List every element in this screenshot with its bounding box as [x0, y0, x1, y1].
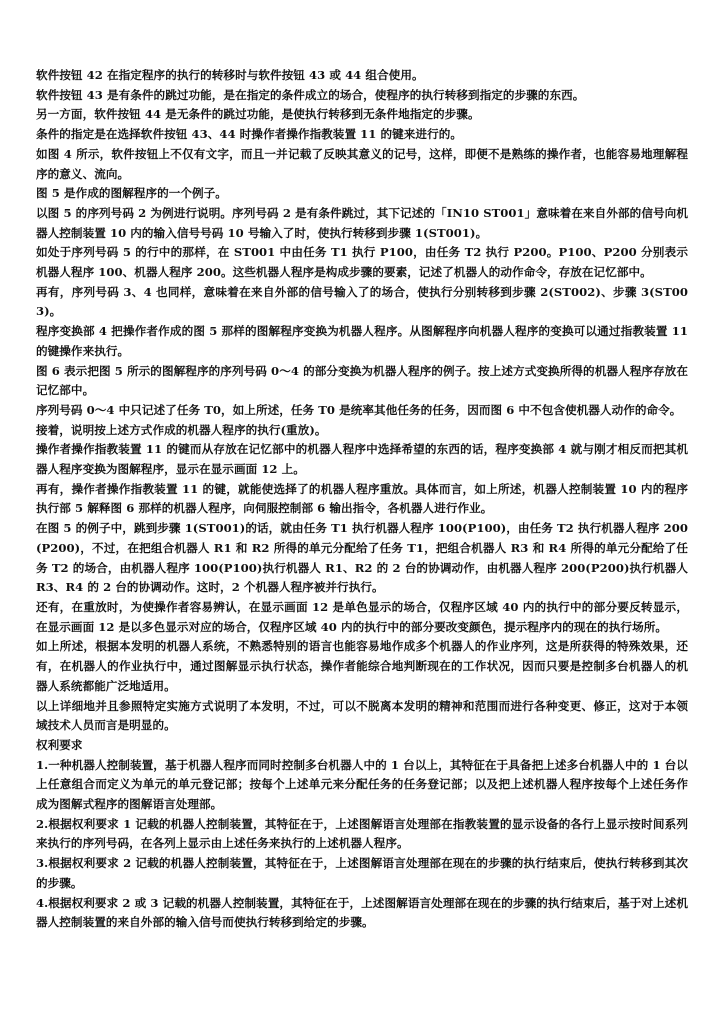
claims-heading: 权利要求 — [36, 737, 83, 752]
paragraph: 图 6 表示把图 5 所示的图解程序的序列号码 0～4 的部分变换为机器人程序的例子。按上述方式变换所得的机器人程序存放在记忆部中。 — [36, 363, 688, 398]
paragraph: 软件按钮 43 是有条件的跳过功能，是在指定的条件成立的场合，使程序的执行转移到指定的步骤的东西。 — [36, 87, 585, 102]
paragraph: 在图 5 的例子中，跳到步骤 1(ST001)的话，就由任务 T1 执行机器人程序 100(P100)，由任务 T2 执行机器人程序 200(P200)，不过，在把组合机器人 R1 和 R2 所得的单元分配给了任务 T1，把组合机器人 R3 和 R4 所得的单元分配给了任务 T2 的场合，由机器人程序 100(P100)执行机器人 R1、R2 的 2 台的协调动作，由机器人程序 200(P200)执行机器人 R3、R4 的 2 台的协调动作。这时，2 个机器人程序被并行执行。 — [36, 521, 688, 595]
paragraph: 以图 5 的序列号码 2 为例进行说明。序列号码 2 是有条件跳过，其下记述的「IN10 ST001」意味着在来自外部的信号向机器人控制装置 10 内的输入信号号码 10 号输入了时，使执行转移到步骤 1(ST001)。 — [36, 205, 688, 240]
paragraph: 软件按钮 42 在指定程序的执行的转移时与软件按钮 43 或 44 组合使用。 — [36, 68, 424, 82]
claim-3: 3.根据权利要求 2 记载的机器人控制装置，其特征在于，上述图解语言处理部在现在的步骤的执行结束后，使执行转移到其次的步骤。 — [36, 856, 688, 890]
claim-4: 4.根据权利要求 2 或 3 记载的机器人控制装置，其特征在于，上述图解语言处理部在现在的步骤的执行结束后，基于对上述机器人控制装置的来自外部的输入信号而使执行转移到给定的步骤。 — [36, 895, 688, 930]
claim-2: 2.根据权利要求 1 记载的机器人控制装置，其特征在于，上述图解语言处理部在指教装置的显示设备的各行上显示按时间系列来执行的序列号码，在各列上显示由上述任务来执行的上述机器人程序。 — [36, 816, 688, 851]
paragraph: 再有，序列号码 3、4 也同样，意味着在来自外部的信号输入了的场合，使执行分别转移到步骤 2(ST002)、步骤 3(ST003)。 — [36, 284, 688, 319]
paragraph: 条件的指定是在选择软件按钮 43、44 时操作者操作指教装置 11 的键来进行的。 — [36, 127, 463, 142]
claim-1: 1.一种机器人控制装置，基于机器人程序而同时控制多台机器人中的 1 台以上，其特征在于具备把上述多台机器人中的 1 台以上任意组合而定义为单元的单元登记部；按每个上述单元来分配任务的任务登记部；以及把上述机器人程序按每个上述任务作成为图解式程序的图解语言处理部。 — [36, 757, 688, 812]
paragraph: 图 5 是作成的图解程序的一个例子。 — [36, 186, 227, 201]
document-page — [36, 66, 688, 933]
paragraph: 操作者操作指教装置 11 的键而从存放在记忆部中的机器人程序中选择希望的东西的话，程序变换部 4 就与刚才相反而把其机器人程序变换为图解程序，显示在显示画面 12 上。 — [36, 442, 688, 477]
paragraph: 序列号码 0～4 中只记述了任务 T0，如上所述，任务 T0 是统率其他任务的任务，因而图 6 中不包含使机器人动作的命令。 — [36, 402, 682, 417]
paragraph: 接着，说明按上述方式作成的机器人程序的执行(重放)。 — [36, 422, 327, 437]
paragraph: 如上所述，根据本发明的机器人系统，不熟悉特别的语言也能容易地作成多个机器人的作业序列，这是所获得的特殊效果，还有，在机器人的作业执行中，通过图解显示执行状态，操作者能综合地判断现在的工作状况，因而只要是控制多台机器人的机器人系统都能广泛地适用。 — [36, 639, 688, 693]
paragraph: 再有，操作者操作指教装置 11 的键，就能使选择了的机器人程序重放。具体而言，如上所述，机器人控制装置 10 内的程序执行部 5 解释图 6 那样的机器人程序，向伺服控制部 6 输出指令，各机器人进行作业。 — [36, 481, 688, 516]
paragraph: 程序变换部 4 把操作者作成的图 5 那样的图解程序变换为机器人程序。从图解程序向机器人程序的变换可以通过指教装置 11 的键操作来执行。 — [36, 324, 688, 358]
paragraph: 另一方面，软件按钮 44 是无条件的跳过功能，是使执行转移到无条件地指定的步骤。 — [36, 107, 480, 122]
paragraph: 还有，在重放时，为使操作者容易辨认，在显示画面 12 是单色显示的场合，仅程序区域 40 内的执行中的部分要反转显示，在显示画面 12 是以多色显示对应的场合，仅程序区域 40 内的执行中的部分要改变颜色，提示程序内的现在的执行场所。 — [36, 599, 688, 634]
paragraph: 如处于序列号码 5 的行中的那样，在 ST001 中由任务 T1 执行 P100，由任务 T2 执行 P200。P100、P200 分别表示机器人程序 100、机器人程序 200。这些机器人程序是构成步骤的要素，记述了机器人的动作命令，存放在记忆部中。 — [36, 245, 688, 280]
paragraph: 以上详细地并且参照特定实施方式说明了本发明，不过，可以不脱离本发明的精神和范围而进行各种变更、修正，这对于本领域技术人员而言是明显的。 — [36, 698, 688, 733]
paragraph: 如图 4 所示，软件按钮上不仅有文字，而且一并记载了反映其意义的记号，这样，即便不是熟练的操作者，也能容易地理解程序的意义、流向。 — [36, 146, 688, 181]
